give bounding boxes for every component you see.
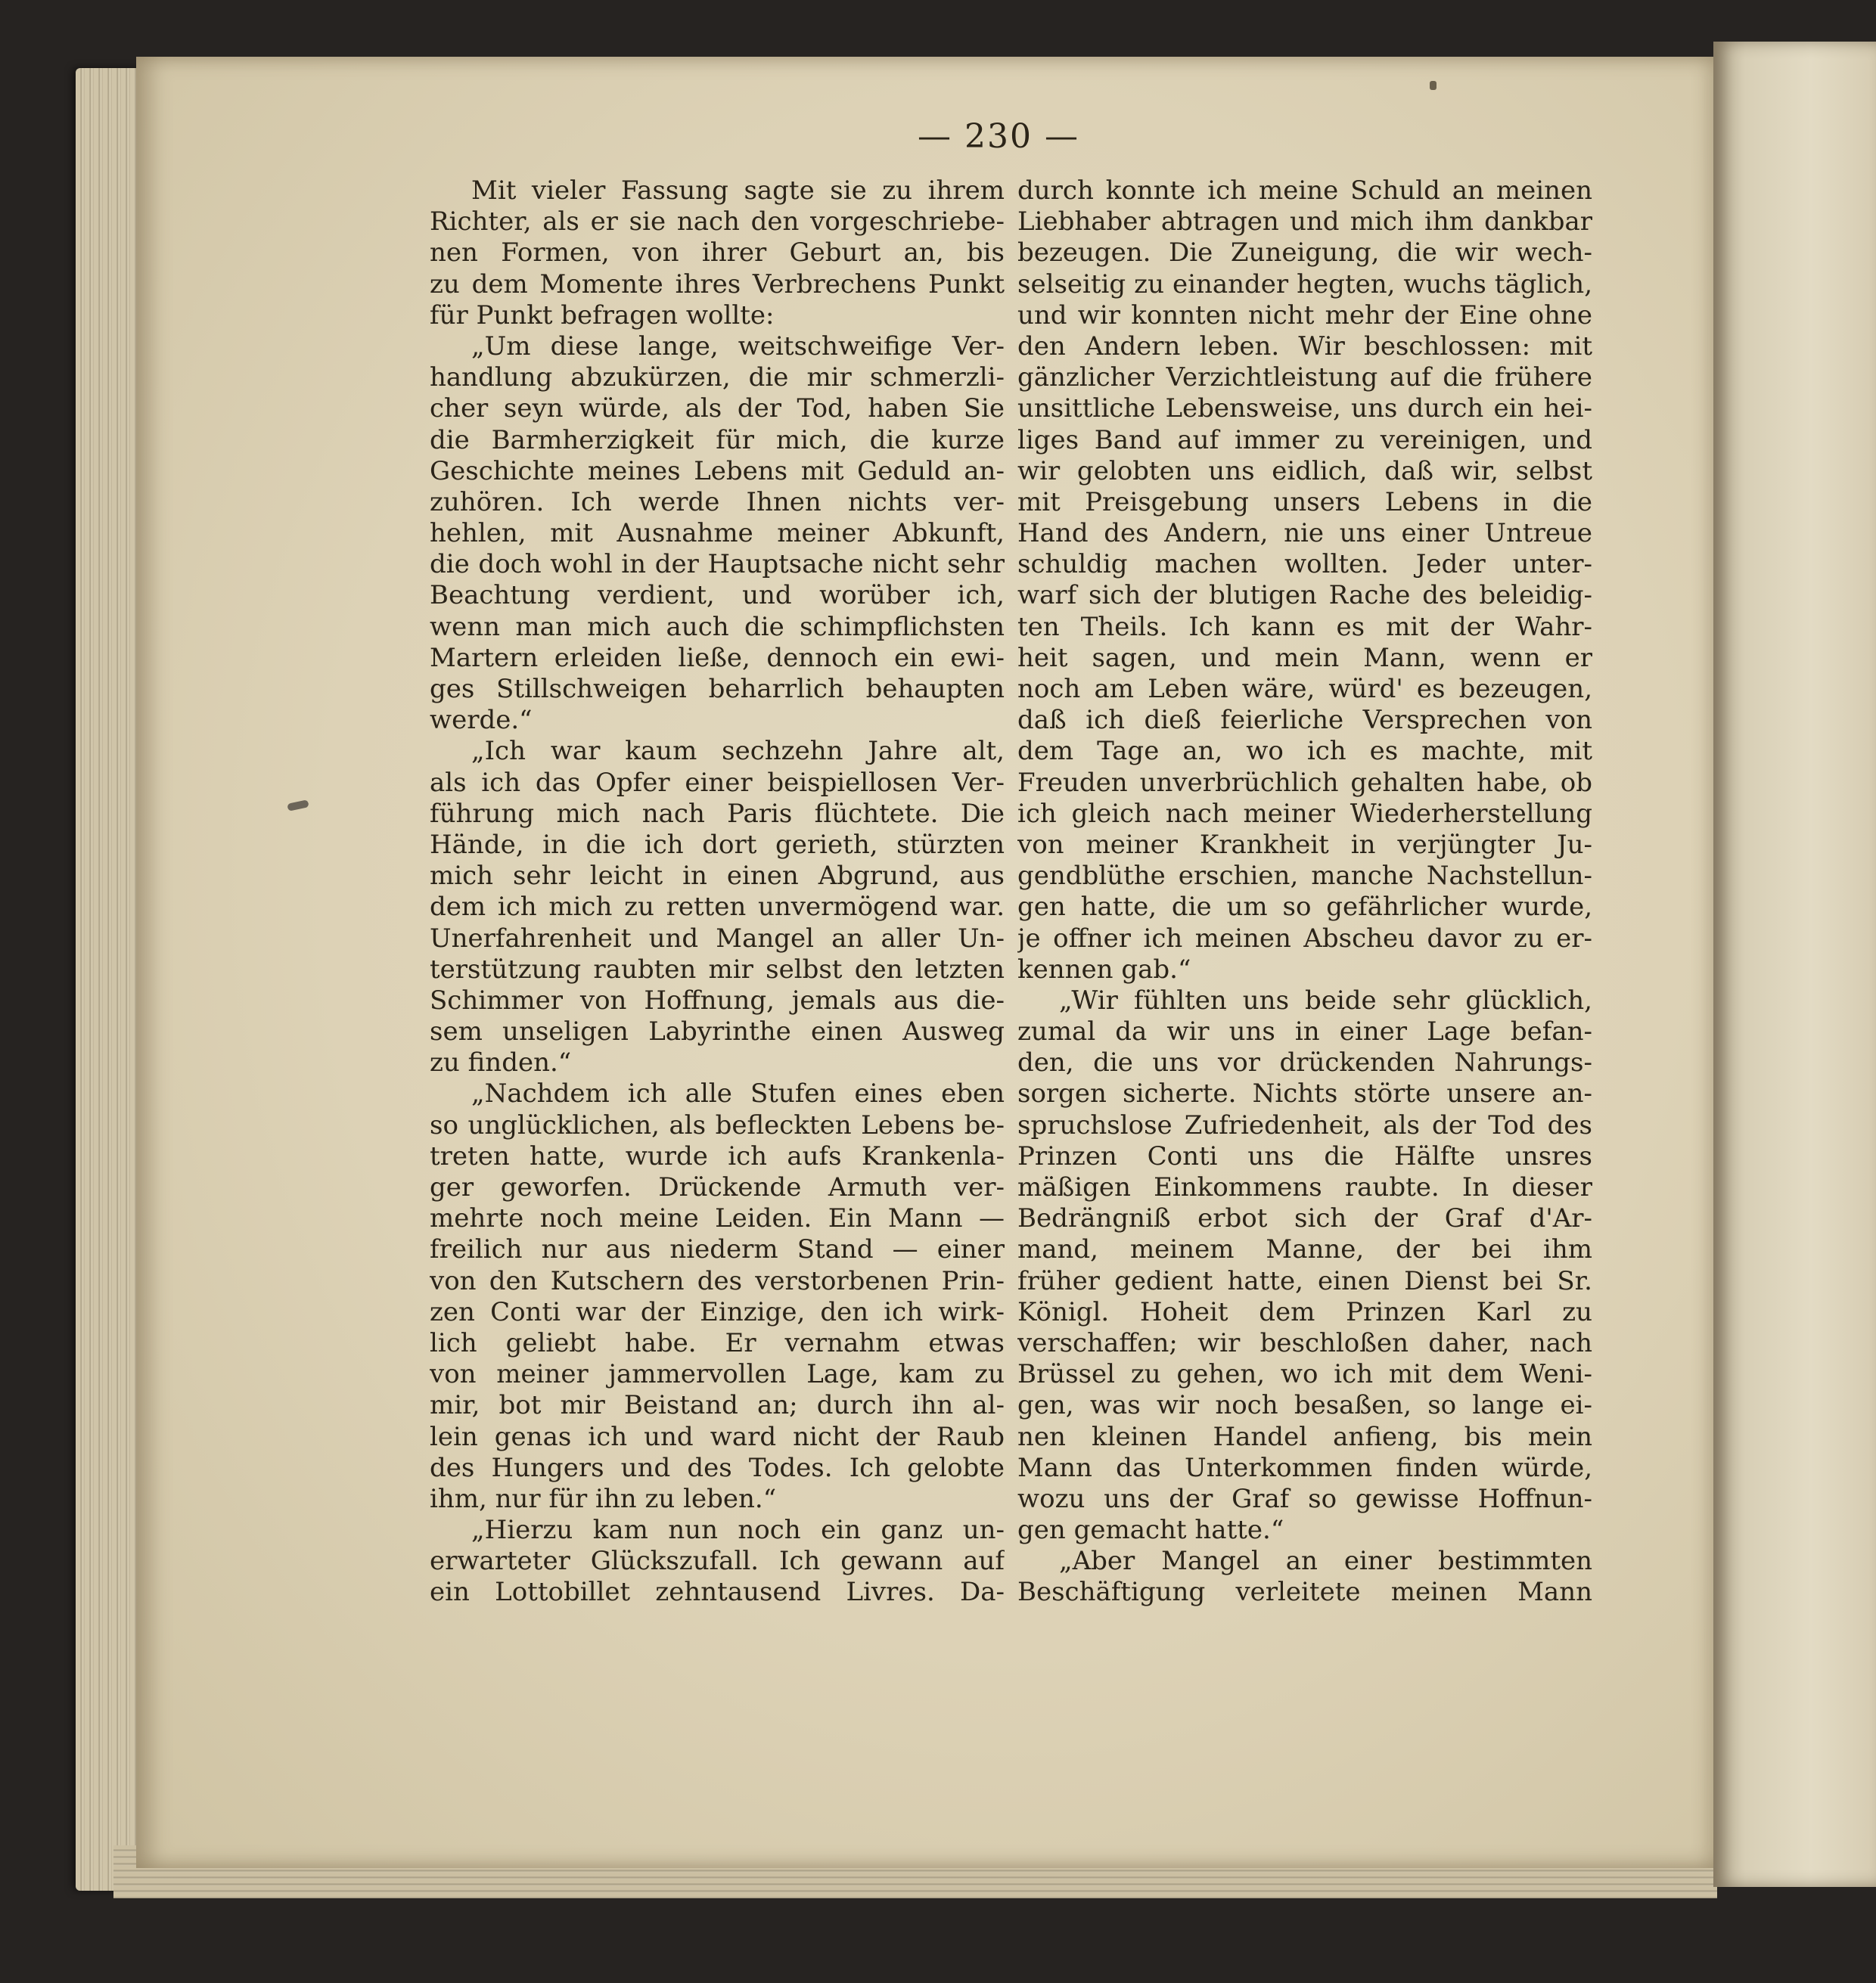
text-line: „Wir fühlten uns beide sehr glücklich,	[1059, 985, 1592, 1016]
text-line: nen Formen, von ihrer Geburt an, bis	[430, 237, 1005, 268]
text-line: treten hatte, wurde ich aufs Krankenla-	[430, 1140, 1005, 1171]
text-line: werde.“	[430, 705, 533, 736]
text-line: ger geworfen. Drückende Armuth ver-	[430, 1172, 1005, 1203]
text-line: je offner ich meinen Abscheu davor zu er-	[1017, 923, 1592, 954]
text-line: „Ich war kaum sechzehn Jahre alt,	[471, 736, 1005, 767]
text-line: dem ich mich zu retten unvermögend war.	[430, 892, 1005, 923]
left-text-column	[430, 175, 1005, 1609]
text-line: Unerfahrenheit und Mangel an aller Un-	[430, 923, 1005, 954]
text-line: Beschäftigung verleitete meinen Mann	[1017, 1577, 1592, 1608]
text-line: den, die uns vor drückenden Nahrungs-	[1017, 1047, 1592, 1078]
text-line: Liebhaber abtragen und mich ihm dankbar	[1017, 206, 1592, 237]
text-line: spruchslose Zufriedenheit, als der Tod des	[1017, 1109, 1592, 1140]
text-line: „Nachdem ich alle Stufen eines eben	[471, 1078, 1005, 1109]
text-line: zu dem Momente ihres Verbrechens Punkt	[430, 268, 1005, 299]
text-line: wenn man mich auch die schimpflichsten	[430, 611, 1005, 642]
text-line: zen Conti war der Einzige, den ich wirk-	[430, 1296, 1005, 1327]
text-line: ten Theils. Ich kann es mit der Wahr-	[1017, 611, 1592, 642]
text-line: Mann das Unterkommen finden würde,	[1017, 1452, 1592, 1483]
text-line: Brüssel zu gehen, wo ich mit dem Weni-	[1017, 1359, 1592, 1390]
text-line: Prinzen Conti uns die Hälfte unsres	[1017, 1140, 1592, 1171]
text-line: mand, meinem Manne, der bei ihm	[1017, 1234, 1592, 1265]
text-line: verschaffen; wir beschloßen daher, nach	[1017, 1327, 1592, 1358]
text-line: bezeugen. Die Zuneigung, die wir wech-	[1017, 237, 1592, 268]
text-line: handlung abzukürzen, die mir schmerzli-	[430, 362, 1005, 393]
text-line: selseitig zu einander hegten, wuchs täglich,	[1017, 268, 1592, 299]
text-line: des Hungers und des Todes. Ich gelobte	[430, 1452, 1005, 1483]
text-line: Bedrängniß erbot sich der Graf d'Ar-	[1017, 1203, 1592, 1234]
text-line: erwarteter Glückszufall. Ich gewann auf	[430, 1546, 1005, 1577]
text-line: Schimmer von Hoffnung, jemals aus die-	[430, 985, 1005, 1016]
text-line: von meiner Krankheit in verjüngter Ju-	[1017, 829, 1592, 860]
page-number: — 230 —	[918, 117, 1079, 156]
text-line: ihm, nur für ihn zu leben.“	[430, 1483, 777, 1514]
text-line: ges Stillschweigen beharrlich behaupten	[430, 674, 1005, 704]
text-line: Freuden unverbrüchlich gehalten habe, ob	[1017, 767, 1592, 798]
text-line: cher seyn würde, als der Tod, haben Sie	[430, 393, 1005, 424]
text-line: kennen gab.“	[1017, 954, 1191, 985]
text-line: Mit vieler Fassung sagte sie zu ihrem	[471, 175, 1005, 206]
text-line: „Aber Mangel an einer bestimmten	[1059, 1546, 1592, 1577]
text-line: warf sich der blutigen Rache des beleidig-	[1017, 580, 1592, 611]
text-line: zumal da wir uns in einer Lage befan-	[1017, 1016, 1592, 1047]
text-line: daß ich dieß feierliche Versprechen von	[1017, 705, 1592, 736]
text-line: den Andern leben. Wir beschlossen: mit	[1017, 330, 1592, 362]
text-line: wir gelobten uns eidlich, daß wir, selbst	[1017, 455, 1592, 486]
text-line: ich gleich nach meiner Wiederherstellung	[1017, 798, 1592, 829]
text-line: von meiner jammervollen Lage, kam zu	[430, 1359, 1005, 1390]
text-line: als ich das Opfer einer beispiellosen Ver-	[430, 767, 1005, 798]
text-line: Königl. Hoheit dem Prinzen Karl zu	[1017, 1296, 1592, 1327]
text-line: wozu uns der Graf so gewisse Hoffnun-	[1017, 1483, 1592, 1514]
text-line: Hände, in die ich dort gerieth, stürzten	[430, 829, 1005, 860]
text-line: heit sagen, und mein Mann, wenn er	[1017, 642, 1592, 673]
text-line: so unglücklichen, als befleckten Lebens be-	[430, 1109, 1005, 1140]
binding-mark	[1430, 81, 1437, 90]
text-line: zuhören. Ich werde Ihnen nichts ver-	[430, 486, 1005, 517]
text-line: sem unseligen Labyrinthe einen Ausweg	[430, 1016, 1005, 1047]
text-line: gendblüthe erschien, manche Nachstellun-	[1017, 861, 1592, 892]
text-line: Geschichte meines Lebens mit Geduld an-	[430, 455, 1005, 486]
text-line: Martern erleiden ließe, dennoch ein ewi-	[430, 642, 1005, 673]
text-line: zu finden.“	[430, 1047, 572, 1078]
text-line: mir, bot mir Beistand an; durch ihn al-	[430, 1390, 1005, 1421]
text-line: dem Tage an, wo ich es machte, mit	[1017, 736, 1592, 767]
text-line: gänzlicher Verzichtleistung auf die frühere	[1017, 362, 1592, 393]
text-line: mich sehr leicht in einen Abgrund, aus	[430, 861, 1005, 892]
text-line: terstützung raubten mir selbst den letzten	[430, 954, 1005, 985]
text-line: „Um diese lange, weitschweifige Ver-	[471, 330, 1005, 362]
text-line: und wir konnten nicht mehr der Eine ohne	[1017, 299, 1592, 330]
text-line: früher gedient hatte, einen Dienst bei Sr.	[1017, 1265, 1592, 1296]
text-line: freilich nur aus niederm Stand — einer	[430, 1234, 1005, 1265]
text-line: Beachtung verdient, und worüber ich,	[430, 580, 1005, 611]
text-line: schuldig machen wollten. Jeder unter-	[1017, 549, 1592, 580]
text-line: nen kleinen Handel anfieng, bis mein	[1017, 1421, 1592, 1452]
facing-page-edge	[1713, 42, 1876, 1887]
text-line: mehrte noch meine Leiden. Ein Mann —	[430, 1203, 1005, 1234]
text-line: mäßigen Einkommens raubte. In dieser	[1017, 1172, 1592, 1203]
right-text-column	[1017, 175, 1592, 1609]
text-line: sorgen sicherte. Nichts störte unsere an-	[1017, 1078, 1592, 1109]
text-line: lein genas ich und ward nicht der Raub	[430, 1421, 1005, 1452]
text-line: mit Preisgebung unsers Lebens in die	[1017, 486, 1592, 517]
text-line: hehlen, mit Ausnahme meiner Abkunft,	[430, 518, 1005, 549]
text-line: Hand des Andern, nie uns einer Untreue	[1017, 518, 1592, 549]
text-line: unsittliche Lebensweise, uns durch ein hei-	[1017, 393, 1592, 424]
text-line: gen gemacht hatte.“	[1017, 1515, 1284, 1546]
text-line: die Barmherzigkeit für mich, die kurze	[430, 424, 1005, 455]
text-line: gen hatte, die um so gefährlicher wurde,	[1017, 892, 1592, 923]
text-line: lich geliebt habe. Er vernahm etwas	[430, 1327, 1005, 1358]
text-line: liges Band auf immer zu vereinigen, und	[1017, 424, 1592, 455]
text-line: die doch wohl in der Hauptsache nicht sehr	[430, 549, 1005, 580]
text-line: ein Lottobillet zehntausend Livres. Da-	[430, 1577, 1005, 1608]
text-line: Richter, als er sie nach den vorgeschriebe-	[430, 206, 1005, 237]
text-line: gen, was wir noch besaßen, so lange ei-	[1017, 1390, 1592, 1421]
text-line: durch konnte ich meine Schuld an meinen	[1017, 175, 1592, 206]
text-line: „Hierzu kam nun noch ein ganz un-	[471, 1515, 1005, 1546]
text-line: von den Kutschern des verstorbenen Prin-	[430, 1265, 1005, 1296]
text-line: für Punkt befragen wollte:	[430, 299, 775, 330]
text-line: führung mich nach Paris flüchtete. Die	[430, 798, 1005, 829]
text-line: noch am Leben wäre, würd' es bezeugen,	[1017, 674, 1592, 704]
